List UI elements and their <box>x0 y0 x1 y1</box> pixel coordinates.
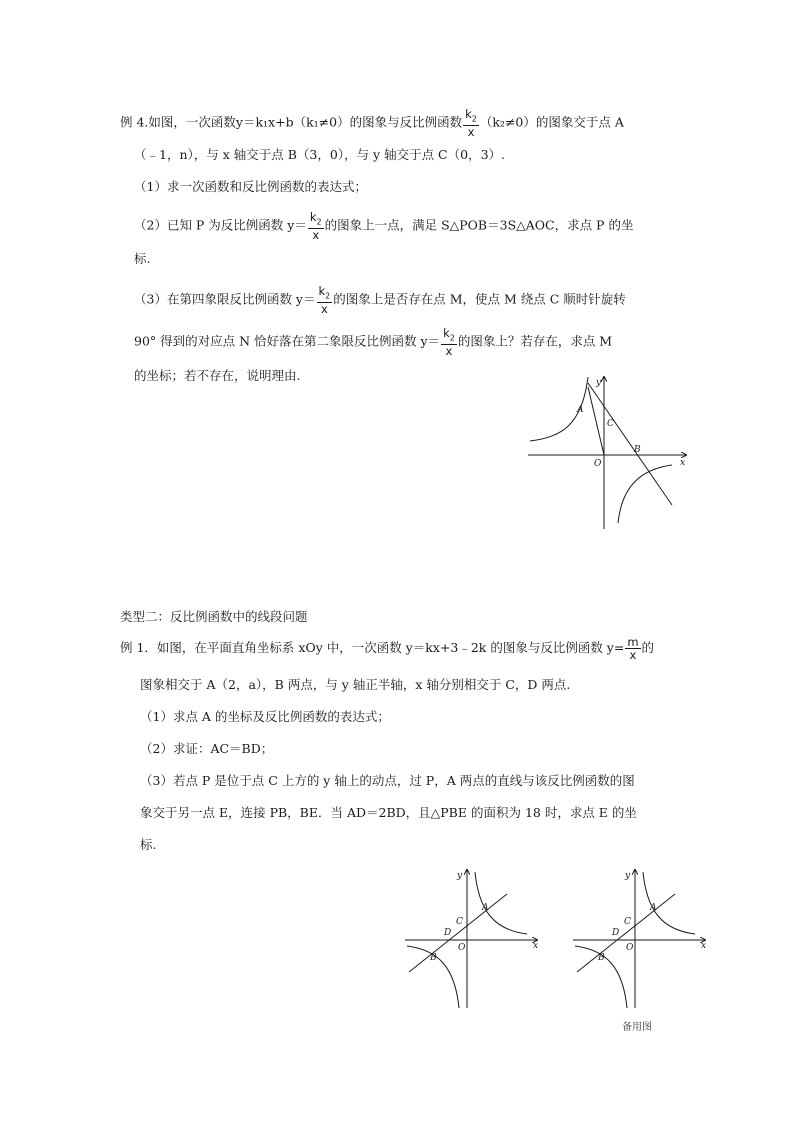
type2-q2: （2）求证：AC＝BD； <box>140 741 274 756</box>
type2-q3-line3: 标. <box>140 837 157 852</box>
label-y: y <box>457 871 463 881</box>
ex4-q3-line3: 的坐标；若不存在，说明理由. <box>134 368 301 383</box>
figure-2 <box>403 868 548 1013</box>
ex4-line1-mid: y＝k₁x+b（k₁≠0）的图象与反比例函数 <box>235 114 463 130</box>
label-b: B <box>598 953 605 963</box>
ex4-q2-line1: （2）已知 P 为反比例函数 y＝ $\frac{k_2}{x}$ 的图象上一点，满足 S△POB＝3S△AOC，求点 P 的坐 <box>134 210 634 243</box>
label-c: C <box>624 917 631 927</box>
label-x: x <box>701 941 707 951</box>
section-heading: 类型二：反比例函数中的线段问题 <box>120 609 308 624</box>
label-o: O <box>626 943 634 953</box>
label-o: O <box>594 459 602 469</box>
k2-over-x-fraction: $\frac{k_2}{x}$ <box>465 107 477 140</box>
ex4-line1-start: 例 4.如图，一次函数 <box>120 114 236 130</box>
ex4-line1-end: （k₂≠0）的图象交于点 A <box>479 114 624 130</box>
figure-3-caption: 备用图 <box>622 1022 652 1033</box>
ex4-line1 <box>120 108 624 138</box>
label-b: B <box>430 953 437 963</box>
label-x: x <box>533 941 539 951</box>
k2-over-x-fraction: $\frac{k_2}{x}$ <box>318 284 331 317</box>
label-a: A <box>577 405 584 415</box>
figure-3 <box>571 868 716 1013</box>
line-ab <box>409 894 507 972</box>
label-y: y <box>596 378 602 388</box>
label-y: y <box>625 871 631 881</box>
m-over-x-fraction: $\frac{m}{x}$ <box>627 635 639 662</box>
type2-q3-line1: （3）若点 P 是位于点 C 上方的 y 轴上的动点，过 P，A 两点的直线与该反比例函数的图 <box>140 773 635 788</box>
type2-q1: （1）求点 A 的坐标及反比例函数的表达式； <box>140 709 390 724</box>
label-c: C <box>456 917 463 927</box>
k2-over-x-fraction: $\frac{k_2}{x}$ <box>443 326 455 359</box>
label-a: A <box>482 903 489 913</box>
ex4-q1: （1）求一次函数和反比例函数的表达式； <box>134 179 367 194</box>
line-ao <box>588 387 604 455</box>
ex4-q2-line2: 标. <box>134 251 151 266</box>
label-a: A <box>650 903 657 913</box>
label-d: D <box>612 928 620 938</box>
label-c: C <box>607 419 614 429</box>
ex4-q3-line2: 90° 得到的对应点 N 恰好落在第二象限反比例函数 y＝ $\frac{k_2}{x}$ 的图象上？若存在，求点 M <box>134 326 613 359</box>
type2-q3-line2: 象交于另一点 E，连接 PB，BE．当 AD＝2BD，且△PBE 的面积为 18 时，求点 E 的坐 <box>140 805 637 820</box>
ex4-q3-line1: （3）在第四象限反比例函数 y＝ $\frac{k_2}{x}$ 的图象上是否存在点 M，使点 M 绕点 C 顺时针旋转 <box>134 284 626 317</box>
line-ab <box>577 894 675 972</box>
type2-ex1-line2: 图象相交于 A（2，a），B 两点，与 y 轴正半轴，x 轴分别相交于 C，D 两点. <box>140 677 571 692</box>
figure-1 <box>522 373 692 533</box>
label-x: x <box>680 458 686 468</box>
type2-ex1-line1: 例 1．如图，在平面直角坐标系 xOy 中，一次函数 y＝kx+3﹣2k 的图象与反比例函数 y= $\frac{m}{x}$ 的 <box>120 635 655 662</box>
label-o: O <box>458 943 466 953</box>
label-b: B <box>634 445 641 455</box>
label-d: D <box>444 928 452 938</box>
k2-over-x-fraction: $\frac{k_2}{x}$ <box>309 210 322 243</box>
ex4-line2: （﹣1，n），与 x 轴交于点 B（3，0），与 y 轴交于点 C（0，3）. <box>134 147 505 162</box>
